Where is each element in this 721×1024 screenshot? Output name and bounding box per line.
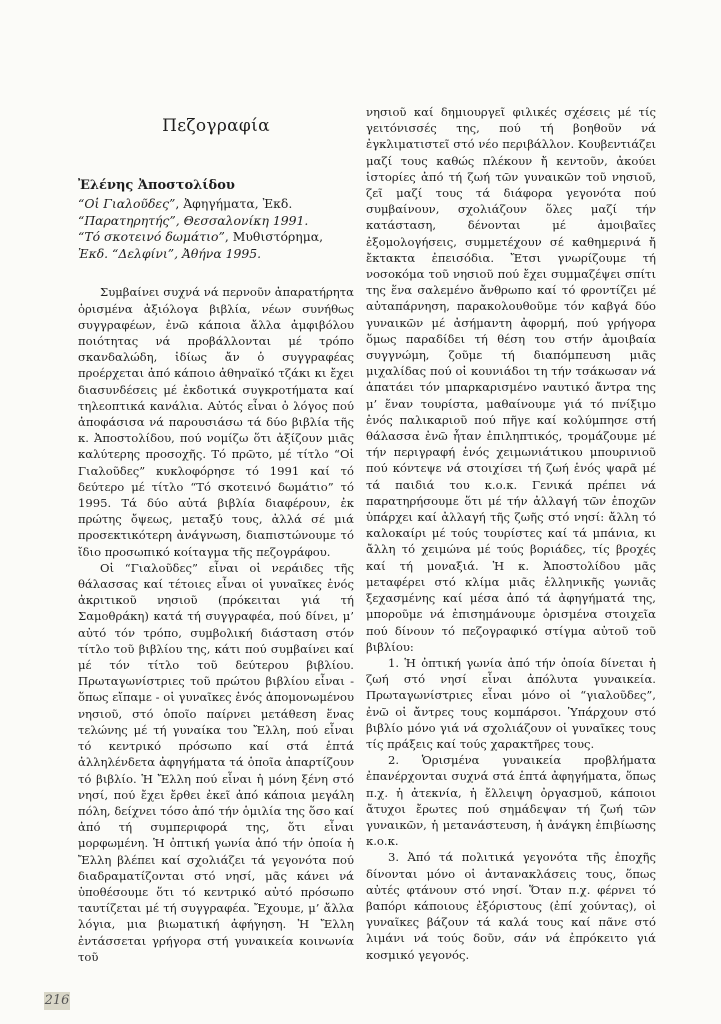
right-column bbox=[366, 104, 656, 963]
book-citation bbox=[78, 196, 354, 262]
numbered-point: 2. Ὁρισμένα γυναικεία προβλήματα ἐπανέρχονται συχνά στά ἑπτά ἀφηγήματα, ὅπως π.χ. ἡ ἀτεκνία, ἡ ἔλλειψη ὀργασμοῦ, κάποιοι ἄτυχοι ἔρωτες πού σημάδεψαν τή ζωή τῶν γυναικῶν, ἡ μετανάστευση, ἡ ἀνάγκη ἐπιβίωσης κ.ο.κ. bbox=[366, 753, 656, 849]
body-paragraph: Οἱ “Γιαλοῦδες” εἶναι οἱ νεράιδες τῆς θάλασσας καί τέτοιες εἶναι οἱ γυναῖκες ἑνός ἀκριτικοῦ νησιοῦ (πρόκειται γιά τή Σαμοθράκη) κατά τή συγγραφέα, πού δίνει, μ’ αὐτό τόν τρόπο, συμβολική διάσταση στόν τίτλο τοῦ βιβλίου της, κάτι πού συμβαίνει καί μέ τόν τίτλο τοῦ δεύτερου βιβλίου. Πρωταγωνίστριες τοῦ πρώτου βιβλίου εἶναι - ὅπως εἴπαμε - οἱ γυναῖκες ἑνός ἀπομονωμένου νησιοῦ, στό ὁποῖο παίρνει μετάθεση ἕνας τελώνης μέ τή γυναίκα του Ἔλλη, πού εἶναι τό κεντρικό πρόσωπο καί στά ἑπτά ἀλληλένδετα ἀφηγήματα τά ὁποῖα ἀπαρτίζουν τό βιβλίο. Ἡ Ἔλλη πού εἶναι ἡ μόνη ξένη στό νησί, πού ἔχει ἔρθει ἐκεῖ ἀπό κάποια μεγάλη πόλη, δείχνει τόσο ἀπό τήν ὁμιλία της ὅσο καί ἀπό τή συμπεριφορά της, ὅτι εἶναι μορφωμένη. Ἡ ὀπτική γωνία ἀπό τήν ὁποία ἡ Ἔλλη βλέπει καί σχολιάζει τά γεγονότα πού διαδραματίζονται στό νησί, μᾶς κάνει νά ὑποθέσουμε ὅτι τό κεντρικό αὐτό πρόσωπο ταυτίζεται μέ τή συγγραφέα. Ἔχουμε, μ’ ἄλλα λόγια, μια βιωματική ἀφήγηση. Ἡ Ἔλλη ἐντάσσεται γρήγορα στή γυναικεία κοινωνία τοῦ bbox=[78, 560, 354, 964]
book2-title: “Τό σκοτεινό δωμάτιο” bbox=[78, 229, 225, 245]
body-paragraph: νησιοῦ καί δημιουργεῖ φιλικές σχέσεις μέ τίς γειτόνισσές της, πού τή βοηθοῦν νά ἐγκλιματιστεῖ στό νέο περιβάλλον. Κουβεντιάζει μαζί τους καθώς πλέκουν ἤ κεντοῦν, ἀκούει ἱστορίες ἀπό τή ζωή τῶν γυναικῶν τοῦ νησιοῦ, ζεῖ μαζί τους τά διάφορα γεγονότα πού συμβαίνουν, σχολιάζουν ὅλες μαζί τήν κατάσταση, δένονται μέ ἀμοιβαῖες ἐξομολογήσεις, συμμετέχουν σέ καθημερινά ἤ ἔκτακτα ἐπεισόδια. Ἔτσι γνωρίζουμε τή νοσοκόμα τοῦ νησιοῦ πού ἔχει συμμαζέψει σπίτι της ἕνα σαλεμένο ἄνθρωπο καί τό φροντίζει μέ αὐταπάρνηση, παρακολουθοῦμε τόν καβγά δύο γυναικῶν μέ ἀσήμαντη ἀφορμή, πού γρήγορα ὅμως παραδίδει τή θέση του στήν ἀμοιβαία συγγνώμη, ζοῦμε τή διαπόμπευση μιᾶς μιχαλίδας πού οἱ κουνιάδοι τη τήν τσάκωσαν νά ἀπατάει τόν μπαρκαρισμένο ναυτικό ἄντρα της μ’ ἕναν τουρίστα, μαθαίνουμε γιά τό πνίξιμο ἑνός παλικαριοῦ πού πῆγε καί κολύμπησε στή θάλασσα ἐνῶ ἦταν ἐπιληπτικός, τρομάζουμε μέ τήν περιγραφή ἑνός χειμωνιάτικου μπουρινιοῦ πού κόντεψε νά στοιχίσει τή ζωή ἑνός ψαρᾶ μέ τά παιδιά του κ.ο.κ. Γενικά πρέπει νά παρατηρήσουμε ὅτι μέ τήν ἀλλαγή τῶν ἐποχῶν ὑπάρχει καί ἀλλαγή τῆς ζωῆς στό νησί: ἄλλη τό καλοκαίρι μέ τούς τουρίστες καί τά μπάνια, κι ἄλλη τό χειμώνα μέ τούς βοριάδες, τίς βροχές καί τή μοναξιά. Ἡ κ. Ἀποστολίδου μᾶς μεταφέρει στό κλίμα μιᾶς ἑλληνικῆς γωνιᾶς ξεχασμένης καί μέσα ἀπό τά ἀφηγήματά της, μποροῦμε νά ἐπισημάνουμε ὁρισμένα στοιχεῖα πού δίνουν τό πεζογραφικό στίγμα αὐτοῦ τοῦ βιβλίου: bbox=[366, 105, 656, 654]
numbered-point: 3. Ἀπό τά πολιτικά γεγονότα τῆς ἐποχῆς δίνονται μόνο οἱ ἀντανακλάσεις τους, ὅπως αὐτές φτάνουν στό νησί. Ὅταν π.χ. φέρνει τό βαπόρι κάποιους ἐξόριστους (ἐπί χούντας), οἱ γυναῖκες βάζουν τά καλά τους καί πᾶνε στό λιμάνι νά τούς δοῦν, σάν νά ἐπρόκειτο γιά κοσμικό γεγονός. bbox=[366, 850, 656, 962]
book2-genre: , Μυθιστόρημα, bbox=[224, 229, 324, 245]
book2-publisher: Ἐκδ. “Δελφίνι”, Ἀθήνα 1995. bbox=[78, 245, 262, 261]
book1-title: “Οἱ Γιαλοῦδες” bbox=[78, 196, 176, 212]
book1-publisher: “Παρατηρητής”, Θεσσαλονίκη 1991. bbox=[78, 212, 309, 228]
numbered-point: 1. Ἡ ὀπτική γωνία ἀπό τήν ὁποία δίνεται ἡ ζωή στό νησί εἶναι ἀπόλυτα γυναικεία. Πρωταγωνίστριες εἶναι μόνο οἱ “γιαλοῦδες”, ἐνῶ οἱ ἄντρες τους κομπάρσοι. Ὑπάρχουν στό βιβλίο μόνο γιά νά σχολιάζουν οἱ γυναῖκες τους τίς πράξεις καί τούς χαρακτῆρες τους. bbox=[366, 655, 656, 751]
citation-book2 bbox=[78, 229, 354, 246]
left-column bbox=[78, 100, 354, 965]
review-author: Ἐλένης Ἀποστολίδου bbox=[78, 178, 235, 194]
book1-genre: , Ἀφηγήματα, Ἐκδ. bbox=[175, 196, 293, 212]
citation-book1 bbox=[78, 196, 354, 213]
section-title: Πεζογραφία bbox=[162, 116, 270, 136]
page-number: 216 bbox=[44, 993, 70, 1008]
body-paragraph: Συμβαίνει συχνά νά περνοῦν ἀπαρατήρητα ὁρισμένα ἀξιόλογα βιβλία, νέων συνήθως συγγραφέων, ἐνῶ κάποια ἄλλα ἀμφιβόλου ποιότητας νά προβάλλονται μέ τρόπο σκανδαλώδη, ἰδίως ἄν ὁ συγγραφέας προέρχεται ἀπό κάποιο ἀθηναϊκό τζάκι κι ἔχει διασυνδέσεις μέ ἐκδοτικά συγκροτήματα καί τηλεοπτικά κανάλια. Αὐτός εἶναι ὁ λόγος πού ἀποφάσισα νά παρουσιάσω τά δύο βιβλία τῆς κ. Ἀποστολίδου, πού νομίζω ὅτι ἀξίζουν μιᾶς καλύτερης προσοχῆς. Τό πρῶτο, μέ τίτλο “Οἱ Γιαλοῦδες” κυκλοφόρησε τό 1991 καί τό δεύτερο μέ τίτλο “Τό σκοτεινό δωμάτιο” τό 1995. Τά δύο αὐτά βιβλία διαφέρουν, ἐκ πρώτης ὄψεως, μεταξύ τους, ἀλλά σέ μιά προσεκτικότερη ἀνάγνωση, διαπιστώνουμε τό ἴδιο προσωπικό κοίταγμα τῆς πεζογράφου. bbox=[78, 285, 354, 559]
